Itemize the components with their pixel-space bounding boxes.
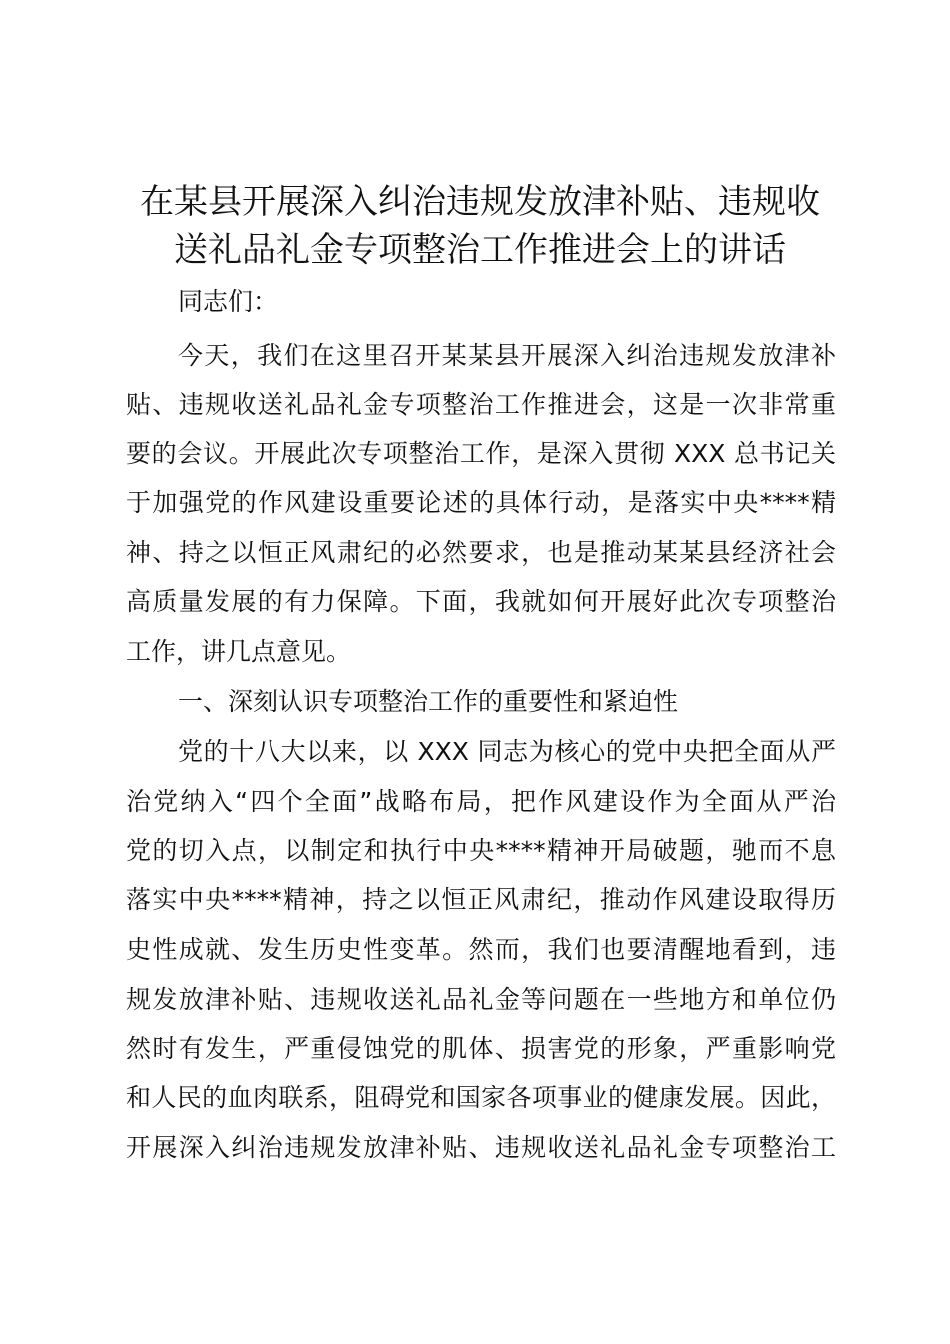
- paragraph-1-line-2: 贴、违规收送礼品礼金专项整治工作推进会，这是一次非常重: [126, 390, 836, 419]
- title-line-2: 送礼品礼金专项整治工作推进会上的讲话: [174, 230, 786, 270]
- paragraph-2-line-3: 党的切入点，以制定和执行中央****精神开局破题，驰而不息: [126, 836, 836, 865]
- salutation: 同志们：: [178, 287, 279, 316]
- paragraph-2-line-4: 落实中央****精神，持之以恒正风肃纪，推动作风建设取得历: [126, 885, 836, 914]
- paragraph-1-line-6: 高质量发展的有力保障。下面，我就如何开展好此次专项整治: [126, 587, 836, 616]
- paragraph-2-line-1: 党的十八大以来，以 XXX 同志为核心的党中央把全面从严: [178, 737, 836, 766]
- document-title: [110, 178, 850, 274]
- paragraph-2-line-7: 然时有发生，严重侵蚀党的肌体、损害党的形象，严重影响党: [126, 1034, 836, 1063]
- paragraph-2-line-5: 史性成就、发生历史性变革。然而，我们也要清醒地看到，违: [126, 935, 836, 964]
- paragraph-2-line-6: 规发放津补贴、违规收送礼品礼金等问题在一些地方和单位仍: [126, 985, 836, 1014]
- paragraph-1-line-4: 于加强党的作风建设重要论述的具体行动，是落实中央****精: [126, 488, 836, 517]
- paragraph-1-line-3: 要的会议。开展此次专项整治工作，是深入贯彻 XXX 总书记关: [126, 439, 836, 468]
- paragraph-1-line-1: 今天，我们在这里召开某某县开展深入纠治违规发放津补: [178, 341, 836, 370]
- paragraph-2-line-8: 和人民的血肉联系，阻碍党和国家各项事业的健康发展。因此，: [126, 1083, 836, 1112]
- title-line-1: 在某县开展深入纠治违规发放津补贴、违规收: [140, 182, 820, 222]
- paragraph-2-line-2: 治党纳入“四个全面”战略布局，把作风建设作为全面从严治: [126, 787, 836, 816]
- paragraph-2-line-9: 开展深入纠治违规发放津补贴、违规收送礼品礼金专项整治工: [126, 1133, 836, 1162]
- section-heading-1: 一、深刻认识专项整治工作的重要性和紧迫性: [178, 687, 679, 716]
- paragraph-1-line-7: 工作，讲几点意见。: [126, 637, 352, 666]
- paragraph-1-line-5: 神、持之以恒正风肃纪的必然要求，也是推动某某县经济社会: [126, 538, 836, 567]
